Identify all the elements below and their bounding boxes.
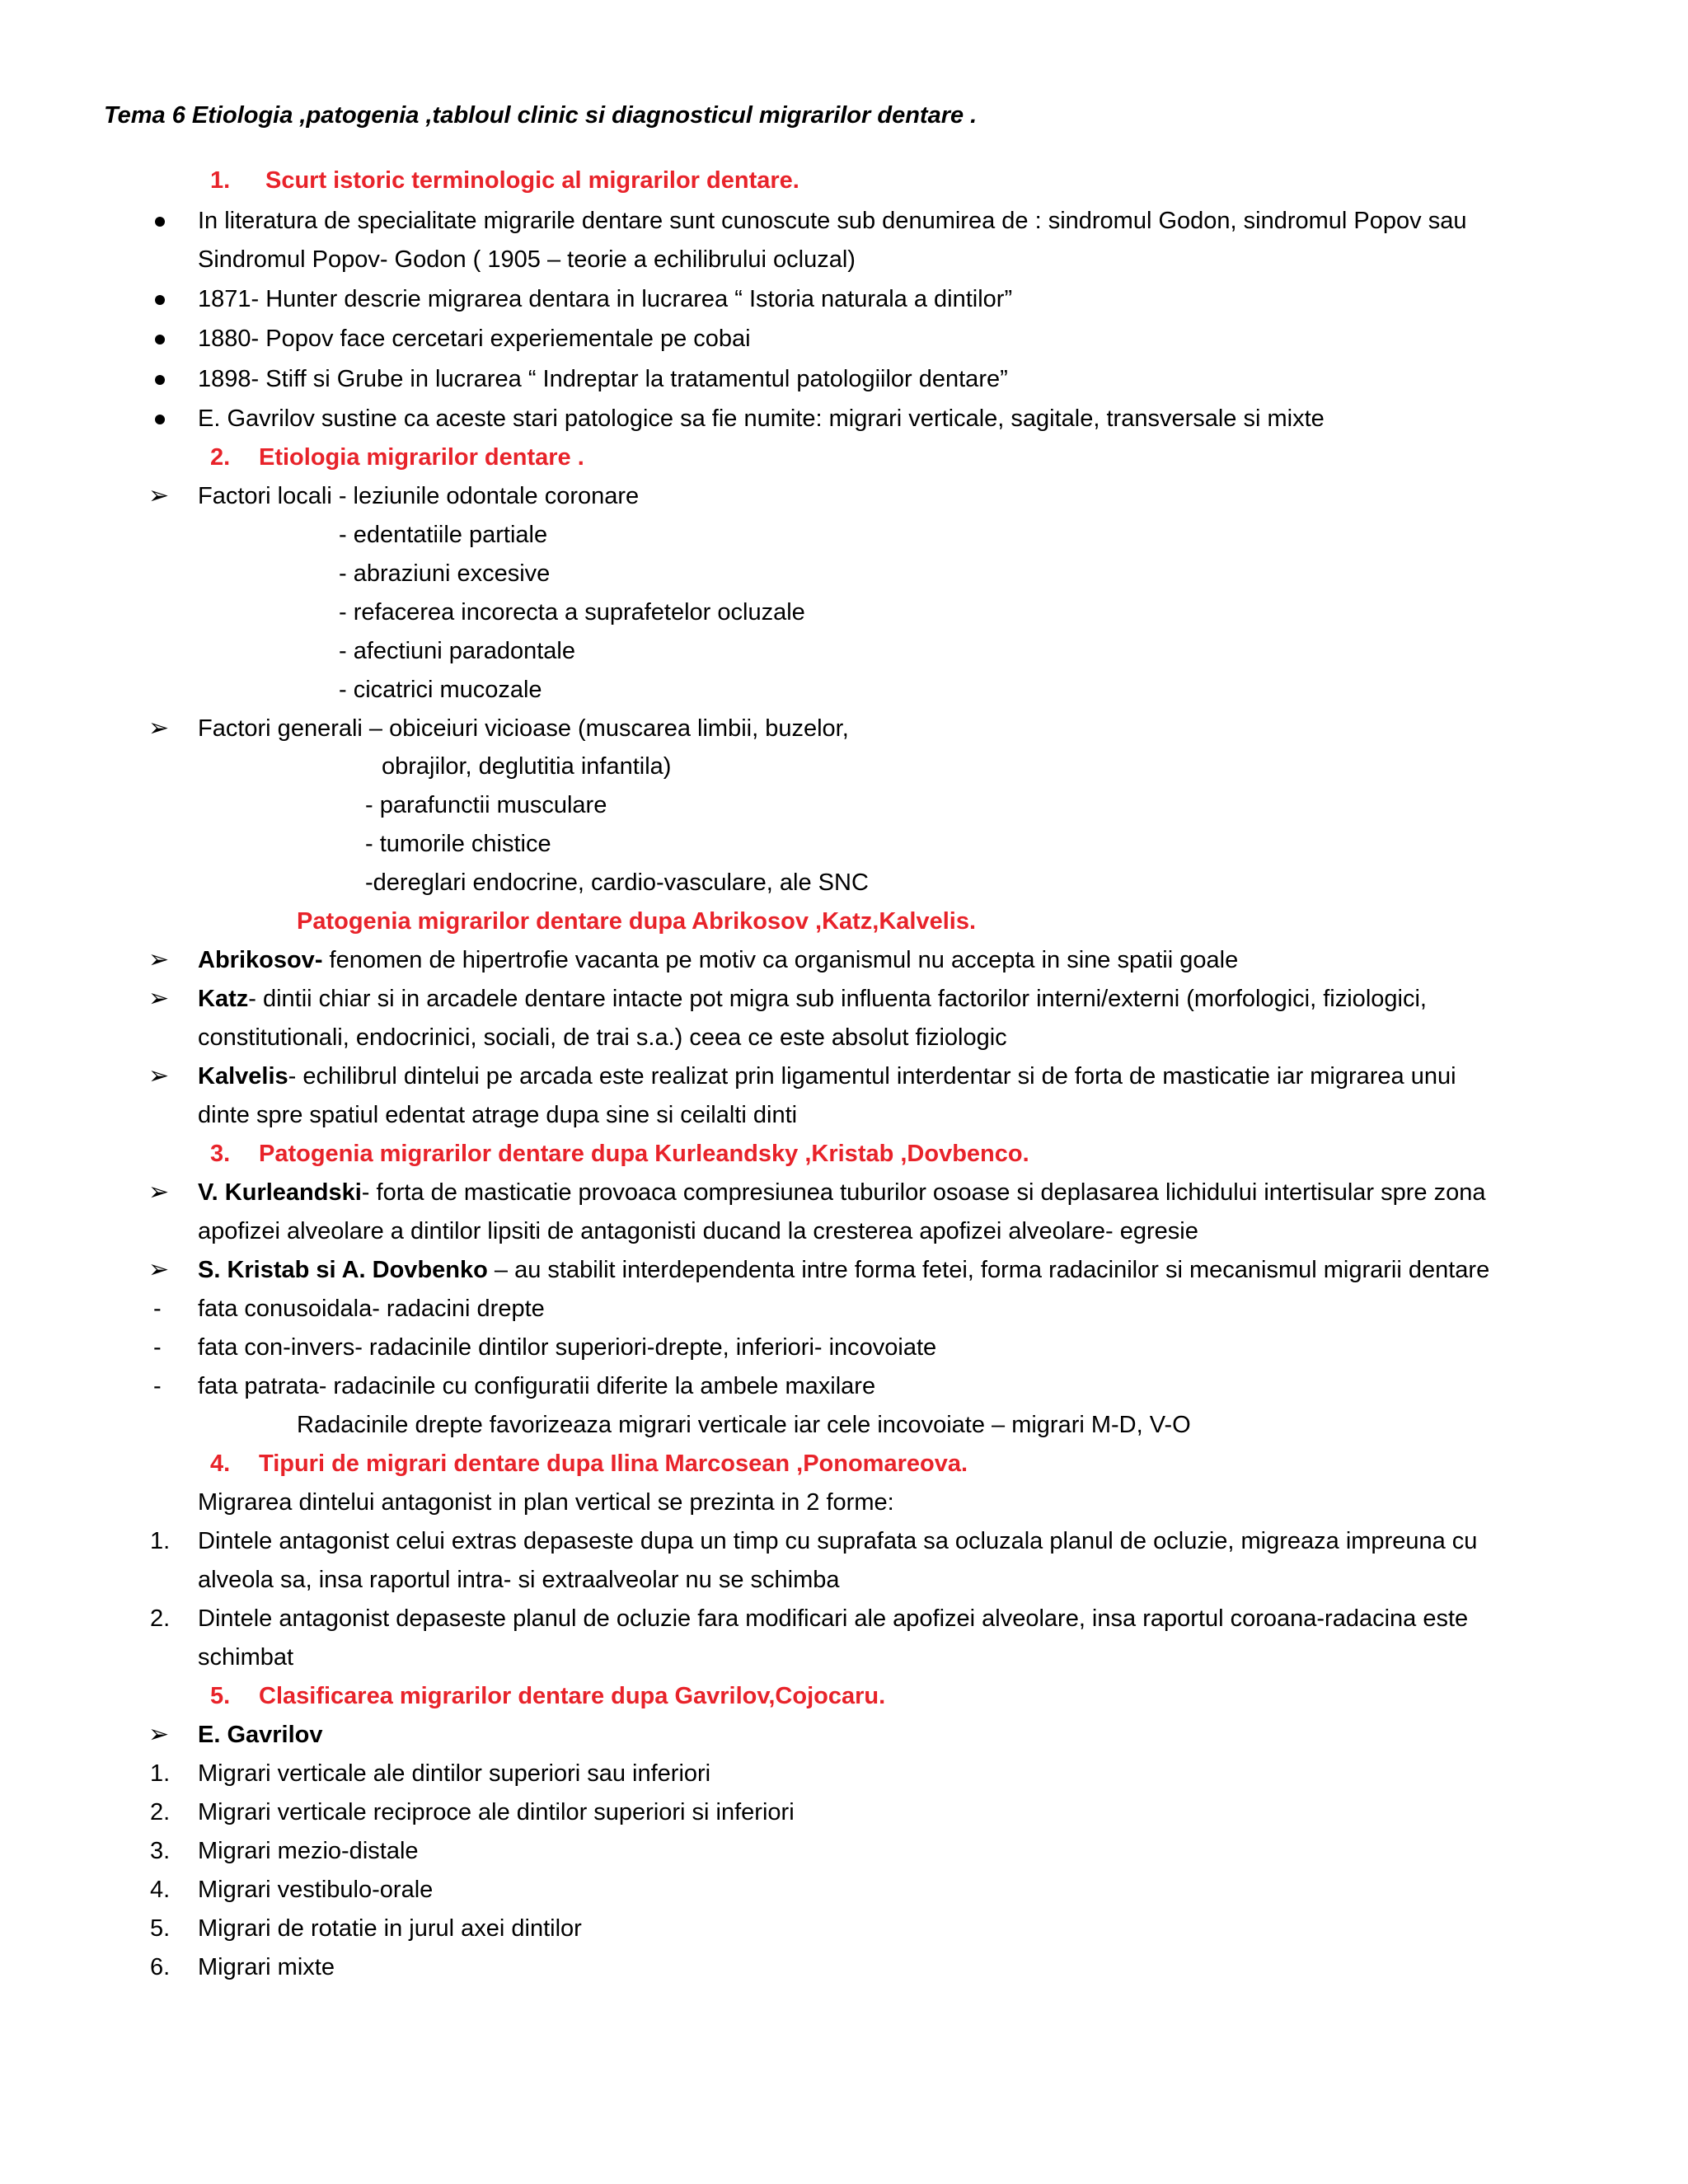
- section-title: Patogenia migrarilor dentare dupa Kurleandsky ,Kristab ,Dovbenco.: [259, 1141, 1029, 1167]
- author-name: Abrikosov-: [198, 947, 323, 973]
- dash-marker: -: [153, 1334, 162, 1361]
- author-name: Kalvelis: [198, 1063, 288, 1090]
- item-number: 5.: [150, 1915, 171, 1942]
- section-title: Etiologia migrarilor dentare .: [259, 444, 584, 471]
- arrowhead-bullet-icon: ➢: [148, 715, 170, 742]
- doc-title: Tema 6 Etiologia ,patogenia ,tabloul clinic si diagnosticul migrarilor dentare .: [104, 102, 978, 129]
- arrowhead-bullet-icon: ➢: [148, 946, 170, 973]
- document-page: Tema 6 Etiologia ,patogenia ,tabloul clinic si diagnosticul migrarilor dentare . 1. Scurt istoric terminologic al migrarilor dentare. In literatura de specialitate migrarile dentare sunt cunoscute sub denumirea de : sindromul Godon, sindromul Popov sau Sindromul Popov- Godon ( 1905 – teorie a echilibrului ocluzal) 1871- Hunter descrie migrarea dentara in lucrarea “ Istoria naturala a dintilor” 1880- Popov face cercetari experiementale pe cobai 1898- Stiff si Grube in lucrarea “ Indreptar la tratamentul patologiilor dentare” E. Gavrilov sustine ca aceste stari patologice sa fie numite: migrari verticale, sagitale, transversale si mixte 2. Etiologia migrarilor dentare . ➢ Factori locali - leziunile odontale coronare - edentatiile partiale - abraziuni excesive - refacerea incorecta a suprafetelor ocluzale - afectiuni paradontale - cicatrici mucozale ➢ Factori generali – obiceiuri vicioase (muscarea limbii, buzelor, obrajilor, deglutitia infantila) - parafunctii musculare - tumorile chistice -dereglari endocrine, cardio-vasculare, ale SNC Patogenia migrarilor dentare dupa Abrikosov ,Katz,Kalvelis. ➢ Abrikosov- fenomen de hipertrofie vacanta pe motiv ca organismul nu accepta in sine spatii goale ➢ Katz- dintii chiar si in arcadele dentare intacte pot migra sub influenta factorilor interni/externi (morfologici, fiziologici, constitutionali, endocrinici, sociali, de trai s.a.) ceea ce este absolut fiziologic ➢ Kalvelis- echilibrul dintelui pe arcada este realizat prin ligamentul interdentar si de forta de masticatie iar migrarea unui dinte spre spatiul edentat atrage dupa sine si ceilalti dinti 3. Patogenia migrarilor dentare dupa Kurleandsky ,Kristab ,Dovbenco. ➢ V. Kurleandski- forta de masticatie provoaca compresiunea tuburilor osoase si deplasarea lichidului intertisular spre zona apofizei alveolare a dintilor lipsiti de antagonisti ducand la cresterea apofizei alveolare- egresie ➢ S. Kristab si A. Dovbenko – au stabilit interdependenta intre forma fetei, forma radacinilor si mecanismul migrarii dentare - fata conusoidala- radacini drepte - fata con-invers- radacinile dintilor superiori-drepte, inferiori- incovoiate - fata patrata- radacinile cu configuratii diferite la ambele maxilare Radacinile drepte favorizeaza migrari verticale iar cele incovoiate – migrari M-D, V-O 4. Tipuri de migrari dentare dupa Ilina Marcosean ,Ponomareova. Migrarea dintelui antagonist in plan vertical se prezinta in 2 forme: 1. Dintele antagonist celui extras depaseste dupa un timp cu suprafata sa ocluzala planul de ocluzie, migreaza impreuna cu alveola sa, insa raportul intra- si extraalveolar nu se schimba 2. Dintele antagonist depaseste planul de ocluzie fara modificari ale apofizei alveolare, insa raportul coroana-radacina este schimbat 5. Clasificarea migrarilor dentare dupa Gavrilov,Cojocaru. ➢ E. Gavrilov 1. Migrari verticale ale dintilor superiori sau inferiori 2. Migrari verticale reciproce ale dintilor superiori si inferiori 3. Migrari mezio-distale 4. Migrari vestibulo-orale 5. Migrari de rotatie in jurul axei dintilor 6. Migrari mixte: [0, 0, 1688, 2184]
- section-number: 3.: [210, 1141, 231, 1167]
- bullet-dot-icon: [155, 415, 165, 424]
- author-name: S. Kristab si A. Dovbenko: [198, 1257, 488, 1283]
- section-title: Tipuri de migrari dentare dupa Ilina Marcosean ,Ponomareova.: [259, 1451, 968, 1477]
- item-number: 4.: [150, 1877, 171, 1903]
- arrowhead-bullet-icon: ➢: [148, 1256, 170, 1283]
- section-number: 4.: [210, 1451, 231, 1477]
- author-name: E. Gavrilov: [198, 1722, 323, 1748]
- section-title: Clasificarea migrarilor dentare dupa Gavrilov,Cojocaru.: [259, 1683, 886, 1709]
- section-number: 2.: [210, 444, 231, 471]
- bullet-dot-icon: [155, 295, 165, 305]
- arrowhead-bullet-icon: ➢: [148, 1179, 170, 1206]
- dash-marker: -: [153, 1296, 162, 1322]
- item-number: 2.: [150, 1799, 171, 1825]
- bullet-dot-icon: [155, 335, 165, 344]
- section-title: Patogenia migrarilor dentare dupa Abrikosov ,Katz,Kalvelis.: [297, 908, 977, 935]
- arrowhead-bullet-icon: ➢: [148, 1062, 170, 1090]
- item-number: 6.: [150, 1954, 171, 1980]
- item-number: 3.: [150, 1838, 171, 1864]
- author-name: V. Kurleandski: [198, 1179, 362, 1206]
- item-number: 2.: [150, 1605, 171, 1632]
- arrowhead-bullet-icon: ➢: [148, 482, 170, 509]
- arrowhead-bullet-icon: ➢: [148, 985, 170, 1012]
- dash-marker: -: [153, 1373, 162, 1399]
- section-number: 5.: [210, 1683, 231, 1709]
- section-number: 1.: [210, 167, 231, 194]
- arrowhead-bullet-icon: ➢: [148, 1721, 170, 1748]
- item-number: 1.: [150, 1528, 171, 1554]
- section-title: Scurt istoric terminologic al migrarilor dentare.: [265, 167, 799, 194]
- author-name: Katz: [198, 986, 249, 1012]
- item-number: 1.: [150, 1760, 171, 1787]
- bullet-dot-icon: [155, 217, 165, 227]
- bullet-dot-icon: [155, 375, 165, 385]
